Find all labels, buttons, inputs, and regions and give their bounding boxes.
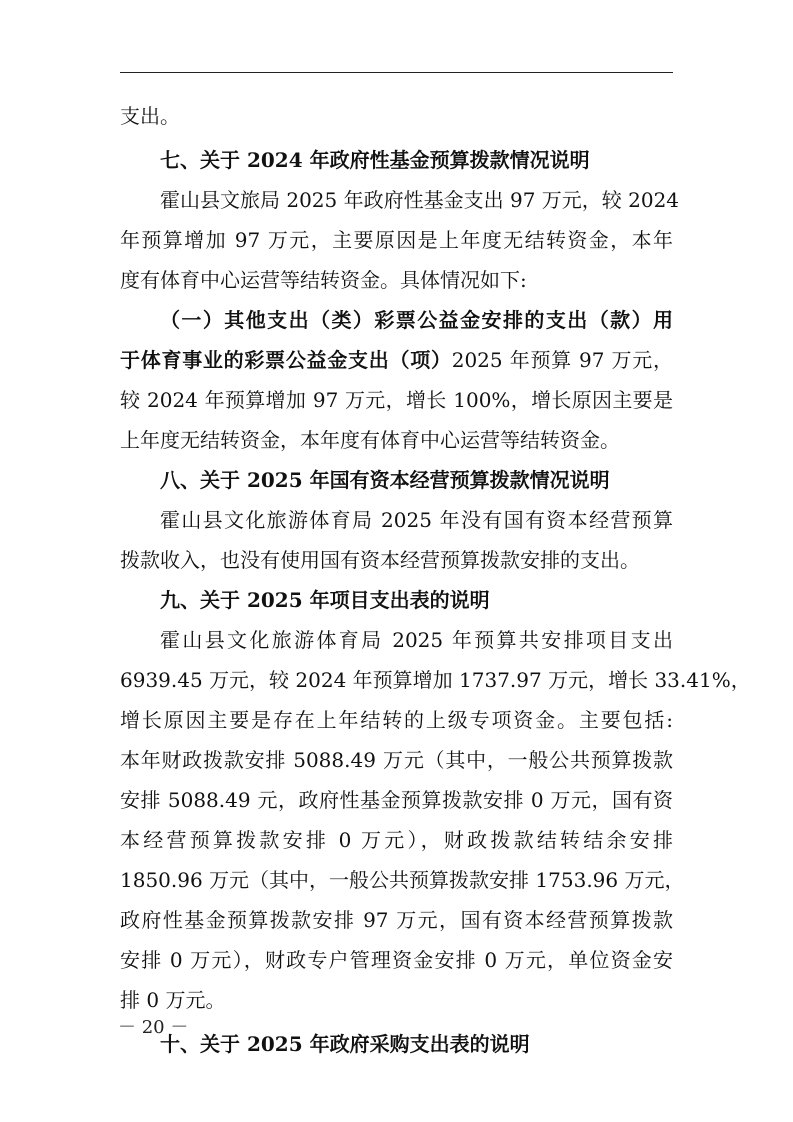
paragraph-line <box>120 620 673 660</box>
line-text: 2025 年预算 97 万元， <box>451 348 673 372</box>
paragraph-line <box>120 940 673 980</box>
line-text: 七、关于 2024 年政府性基金预算拨款情况说明 <box>160 148 590 172</box>
line-text: 安排 5088.49 元，政府性基金预算拨款安排 0 万元，国有资 <box>120 788 673 812</box>
section-heading <box>120 140 673 180</box>
document-body <box>120 96 751 1064</box>
section-heading <box>120 1024 673 1064</box>
paragraph-line <box>120 180 680 220</box>
paragraph-line <box>120 340 673 380</box>
line-text: 1850.96 万元（其中，一般公共预算拨款安排 1753.96 万元， <box>120 868 685 892</box>
paragraph-line <box>120 740 673 780</box>
line-text: 增长原因主要是存在上年结转的上级专项资金。主要包括: <box>120 708 673 732</box>
paragraph-line <box>120 900 673 940</box>
paragraph-line <box>120 220 673 260</box>
line-text: 本年财政拨款安排 5088.49 万元（其中，一般公共预算拨款 <box>120 748 673 772</box>
page-number: － 20 － <box>118 1017 189 1038</box>
line-text: 霍山县文化旅游体育局 2025 年没有国有资本经营预算 <box>160 508 673 532</box>
line-text: 排 0 万元。 <box>120 988 226 1012</box>
header-rule <box>120 72 673 73</box>
line-text: 6939.45 万元，较 2024 年预算增加 1737.97 万元，增长 33.41%， <box>120 668 751 692</box>
paragraph-line <box>120 420 673 460</box>
paragraph-line <box>120 820 673 860</box>
line-text: 霍山县文化旅游体育局 2025 年预算共安排项目支出 <box>160 628 673 652</box>
paragraph-line <box>120 860 685 900</box>
paragraph-line <box>120 300 673 340</box>
line-text: 八、关于 2025 年国有资本经营预算拨款情况说明 <box>160 468 610 492</box>
paragraph-line <box>120 980 673 1020</box>
bold-item-title: 于体育事业的彩票公益金支出（项） <box>120 348 452 372</box>
paragraph-line <box>120 780 673 820</box>
paragraph-line <box>120 96 673 136</box>
paragraph-line <box>120 660 751 700</box>
line-text: 支出。 <box>120 104 180 128</box>
line-text: 安排 0 万元），财政专户管理资金安排 0 万元，单位资金安 <box>120 948 673 972</box>
paragraph-line <box>120 540 673 580</box>
line-text: 本经营预算拨款安排 0 万元），财政拨款结转结余安排 <box>120 828 673 852</box>
line-text: 上年度无结转资金，本年度有体育中心运营等结转资金。 <box>120 428 620 452</box>
line-text: 拨款收入，也没有使用国有资本经营预算拨款安排的支出。 <box>120 548 640 572</box>
paragraph-line <box>120 500 673 540</box>
bold-item-title: （一）其他支出（类）彩票公益金安排的支出（款）用 <box>160 308 673 332</box>
line-text: 九、关于 2025 年项目支出表的说明 <box>160 588 490 612</box>
paragraph-line <box>120 700 673 740</box>
line-text: 度有体育中心运营等结转资金。具体情况如下: <box>120 268 527 292</box>
paragraph-line <box>120 380 673 420</box>
line-text: 较 2024 年预算增加 97 万元，增长 100%，增长原因主要是 <box>120 388 673 412</box>
section-heading <box>120 580 673 620</box>
line-text: 十、关于 2025 年政府采购支出表的说明 <box>160 1032 530 1056</box>
line-text: 年预算增加 97 万元，主要原因是上年度无结转资金，本年 <box>120 228 673 252</box>
line-text: 霍山县文旅局 2025 年政府性基金支出 97 万元，较 2024 <box>160 188 680 212</box>
paragraph-line <box>120 260 673 300</box>
line-text: 政府性基金预算拨款安排 97 万元，国有资本经营预算拨款 <box>120 908 673 932</box>
section-heading <box>120 460 673 500</box>
